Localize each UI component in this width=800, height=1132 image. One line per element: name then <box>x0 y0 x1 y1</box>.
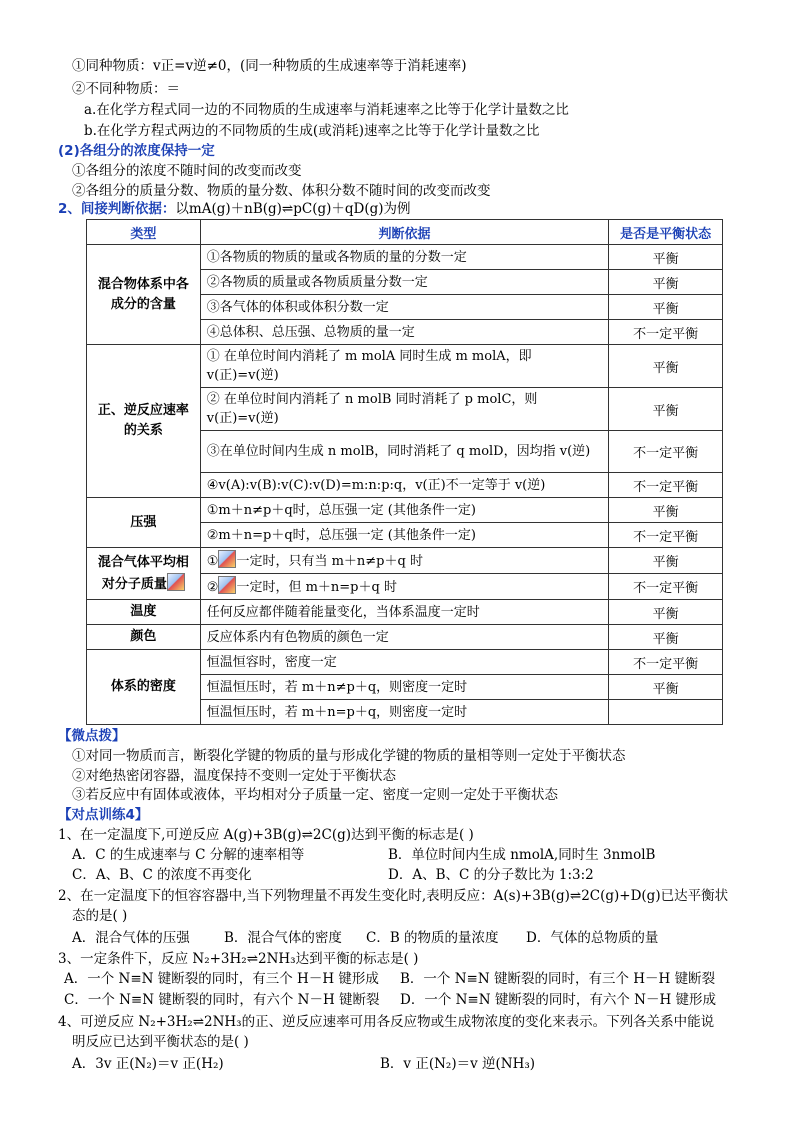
formula-image-icon <box>218 550 236 568</box>
rate-rule-a: a.在化学方程式同一边的不同物质的生成速率与消耗速率之比等于化学计量数之比 <box>84 102 569 118</box>
question-1-option-a: A．C 的生成速率与 C 分解的速率相等 <box>72 847 305 863</box>
result-cell: 平衡 <box>609 498 723 523</box>
section2-item-2: ②各组分的质量分数、物质的量分数、体积分数不随时间的改变而改变 <box>72 183 491 199</box>
table-row <box>87 345 723 388</box>
result-cell: 不一定平衡 <box>609 523 723 548</box>
criterion-cell: ①m＋n≠p＋q时，总压强一定 (其他条件一定) <box>200 498 608 523</box>
result-cell: 平衡 <box>609 388 723 431</box>
type-molar-mass <box>87 548 201 600</box>
type-molar-mass-label: 混合气体平均相对分子质量 <box>97 554 189 592</box>
header-equilibrium: 是否是平衡状态 <box>609 220 723 245</box>
formula-image-icon <box>218 576 236 594</box>
criterion-cell: ② 在单位时间内消耗了 n molB 同时消耗了 p molC，则 v(正)=v(逆) <box>200 388 608 431</box>
type-rate: 正、逆反应速率的关系 <box>87 345 201 498</box>
criterion-cell: ③各气体的体积或体积分数一定 <box>200 295 608 320</box>
table-row <box>87 600 723 625</box>
question-3-stem: 3、一定条件下，反应 N₂+3H₂⇌2NH₃达到平衡的标志是( ) <box>58 951 419 967</box>
question-4-stem-cont: 明反应已达到平衡状态的是( ) <box>72 1034 249 1050</box>
indirect-heading-label: 2、间接判断依据： <box>58 201 176 217</box>
result-cell: 平衡 <box>609 270 723 295</box>
criterion-prefix: ② <box>206 580 219 595</box>
criterion-cell <box>200 574 608 600</box>
table-row <box>87 548 723 574</box>
tip-item-3: ③若反应中有固体或液体，平均相对分子质量一定、密度一定则一定处于平衡状态 <box>72 787 558 803</box>
header-criterion: 判断依据 <box>200 220 608 245</box>
criterion-cell: ②m＋n=p＋q时，总压强一定 (其他条件一定) <box>200 523 608 548</box>
formula-image-icon <box>167 573 185 591</box>
criterion-cell: 反应体系内有色物质的颜色一定 <box>200 625 608 650</box>
equilibrium-criteria-table <box>86 219 723 725</box>
table-row <box>87 650 723 675</box>
rate-rule-b: b.在化学方程式两边的不同物质的生成(或消耗)速率之比等于化学计量数之比 <box>84 123 540 139</box>
criterion-cell: ① 在单位时间内消耗了 m molA 同时生成 m molA，即 v(正)=v(逆) <box>200 345 608 388</box>
criterion-cell: ④总体积、总压强、总物质的量一定 <box>200 320 608 345</box>
indirect-heading-text: 以mA(g)＋nB(g)⇌pC(g)＋qD(g)为例 <box>175 201 411 217</box>
question-2-stem-cont: 态的是( ) <box>72 908 128 924</box>
result-cell: 不一定平衡 <box>609 650 723 675</box>
table-row <box>87 625 723 650</box>
question-1-option-c: C．A、B、C 的浓度不再变化 <box>72 867 252 883</box>
type-temperature: 温度 <box>87 600 201 625</box>
criterion-cell: ④v(A):v(B):v(C):v(D)=m:n:p:q，v(正)不一定等于 v(逆) <box>200 473 608 498</box>
header-type: 类型 <box>87 220 201 245</box>
question-1-option-b: B．单位时间内生成 nmolA,同时生 3nmolB <box>388 847 656 863</box>
result-cell: 平衡 <box>609 245 723 270</box>
criterion-cell: 恒温恒压时，若 m＋n≠p＋q，则密度一定时 <box>200 675 608 700</box>
result-cell: 不一定平衡 <box>609 473 723 498</box>
indirect-criteria-heading <box>58 200 411 218</box>
question-2-option-d: D．气体的总物质的量 <box>526 930 659 946</box>
result-cell: 平衡 <box>609 675 723 700</box>
table-row <box>87 245 723 270</box>
rate-rule-different-substance: ②不同种物质：＝ <box>72 81 180 97</box>
question-3-option-b: B．一个 N≡N 键断裂的同时，有三个 H－H 键断裂 <box>400 971 716 987</box>
result-cell: 平衡 <box>609 295 723 320</box>
question-3-option-a: A．一个 N≡N 键断裂的同时，有三个 H－H 键形成 <box>64 971 379 987</box>
result-cell: 平衡 <box>609 625 723 650</box>
tip-heading: 【微点拨】 <box>58 728 126 744</box>
training-heading: 【对点训练4】 <box>58 807 149 823</box>
result-cell: 平衡 <box>609 345 723 388</box>
type-pressure: 压强 <box>87 498 201 548</box>
result-cell: 平衡 <box>609 600 723 625</box>
criterion-cell: 恒温恒容时，密度一定 <box>200 650 608 675</box>
question-1-option-d: D．A、B、C 的分子数比为 1:3:2 <box>388 867 594 883</box>
criterion-cell: 恒温恒压时，若 m＋n=p＋q，则密度一定时 <box>200 700 608 725</box>
type-color: 颜色 <box>87 625 201 650</box>
section2-item-1: ①各组分的浓度不随时间的改变而改变 <box>72 163 302 179</box>
table-header-row <box>87 220 723 245</box>
type-density: 体系的密度 <box>87 650 201 725</box>
criterion-cell <box>200 548 608 574</box>
type-content: 混合物体系中各成分的含量 <box>87 245 201 345</box>
question-2-stem: 2、在一定温度下的恒容容器中,当下列物理量不再发生变化时,表明反应：A(s)+3B(g)⇌2C(g)+D(g)已达平衡状 <box>58 888 729 904</box>
result-cell: 平衡 <box>609 548 723 574</box>
section2-heading: (2)各组分的浓度保持一定 <box>58 143 215 159</box>
criterion-cell: ②各物质的质量或各物质质量分数一定 <box>200 270 608 295</box>
tip-item-1: ①对同一物质而言，断裂化学键的物质的量与形成化学键的物质的量相等则一定处于平衡状态 <box>72 748 626 764</box>
result-cell: 不一定平衡 <box>609 574 723 600</box>
result-cell: 不一定平衡 <box>609 431 723 473</box>
question-2-option-b: B．混合气体的密度 <box>224 930 342 946</box>
result-cell <box>609 700 723 725</box>
table-row <box>87 498 723 523</box>
question-2-option-c: C．B 的物质的量浓度 <box>366 930 499 946</box>
question-3-option-d: D．一个 N≡N 键断裂的同时，有六个 N－H 键形成 <box>400 992 717 1008</box>
criterion-prefix: ① <box>206 554 219 569</box>
question-4-option-b: B．v 正(N₂)＝v 逆(NH₃) <box>380 1056 536 1072</box>
criterion-cell: 任何反应都伴随着能量变化，当体系温度一定时 <box>200 600 608 625</box>
question-4-stem: 4、可逆反应 N₂+3H₂⇌2NH₃的正、逆反应速率可用各反应物或生成物浓度的变化来表示。下列各关系中能说 <box>58 1014 715 1030</box>
question-2-option-a: A．混合气体的压强 <box>72 930 190 946</box>
question-1-stem: 1、在一定温度下,可逆反应 A(g)+3B(g)⇌2C(g)达到平衡的标志是( ) <box>58 827 474 843</box>
question-4-option-a: A．3v 正(N₂)＝v 正(H₂) <box>72 1056 224 1072</box>
criterion-cell: ①各物质的物质的量或各物质的量的分数一定 <box>200 245 608 270</box>
criterion-text: 一定时，只有当 m＋n≠p＋q 时 <box>236 554 423 569</box>
criterion-cell: ③在单位时间内生成 n molB，同时消耗了 q molD，因均指 v(逆) <box>200 431 608 473</box>
criterion-text: 一定时，但 m＋n=p＋q 时 <box>236 580 397 595</box>
result-cell: 不一定平衡 <box>609 320 723 345</box>
tip-item-2: ②对绝热密闭容器，温度保持不变则一定处于平衡状态 <box>72 768 396 784</box>
question-3-option-c: C．一个 N≡N 键断裂的同时，有六个 N－H 键断裂 <box>64 992 380 1008</box>
rate-rule-same-substance: ①同种物质：v正=v逆≠0，(同一种物质的生成速率等于消耗速率) <box>72 58 467 74</box>
